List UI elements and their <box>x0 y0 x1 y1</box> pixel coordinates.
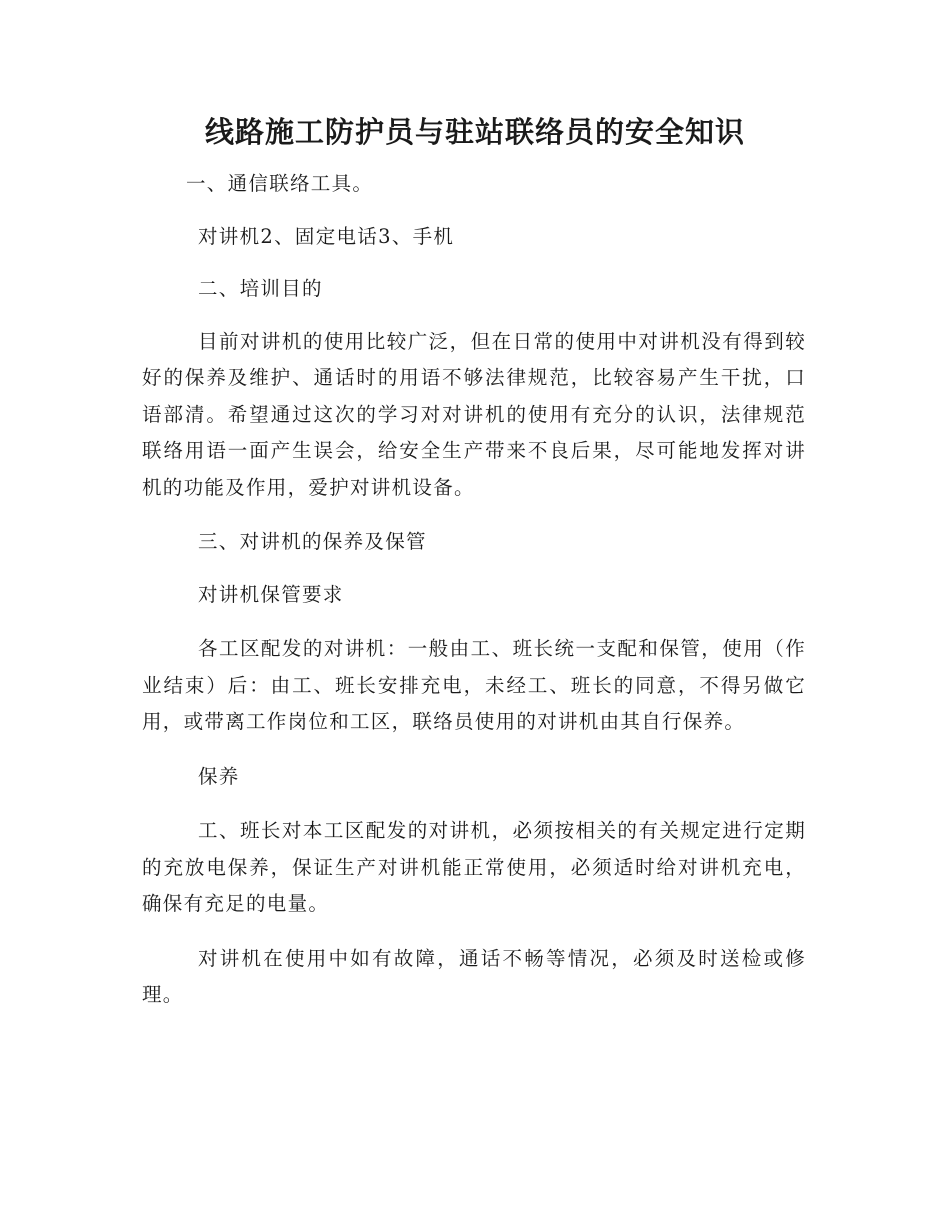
paragraph-storage-rules: 各工区配发的对讲机：一般由工、班长统一支配和保管，使用（作业结束）后：由工、班长安排充电，未经工、班长的同意，不得另做它用，或带离工作岗位和工区，联络员使用的对讲机由其自行保养。 <box>142 637 806 733</box>
section-heading-2: 二、培训目的 <box>198 277 323 300</box>
document-title: 线路施工防护员与驻站联络员的安全知识 <box>204 115 745 149</box>
subheading-maintenance: 保养 <box>198 764 240 788</box>
paragraph-tools-list: 对讲机2、固定电话3、手机 <box>198 224 455 248</box>
paragraph-training-purpose: 目前对讲机的使用比较广泛，但在日常的使用中对讲机没有得到较好的保养及维护、通话时的用语不够法律规范，比较容易产生干扰，口语部清。希望通过这次的学习对对讲机的使用有充分的认识，法律规范联络用语一面产生误会，给安全生产带来不良后果，尽可能地发挥对讲机的功能及作用，爱护对讲机设备。 <box>142 329 806 499</box>
subheading-storage-requirements: 对讲机保管要求 <box>198 582 344 606</box>
section-heading-1: 一、通信联络工具。 <box>186 172 374 195</box>
document-body <box>142 166 806 1014</box>
paragraph-fault-handling: 对讲机在使用中如有故障，通话不畅等情况，必须及时送检或修理。 <box>142 946 806 1006</box>
section-heading-3: 三、对讲机的保养及保管 <box>198 530 427 553</box>
paragraph-maintenance-rules: 工、班长对本工区配发的对讲机，必须按相关的有关规定进行定期的充放电保养，保证生产对讲机能正常使用，必须适时给对讲机充电，确保有充足的电量。 <box>142 819 806 915</box>
